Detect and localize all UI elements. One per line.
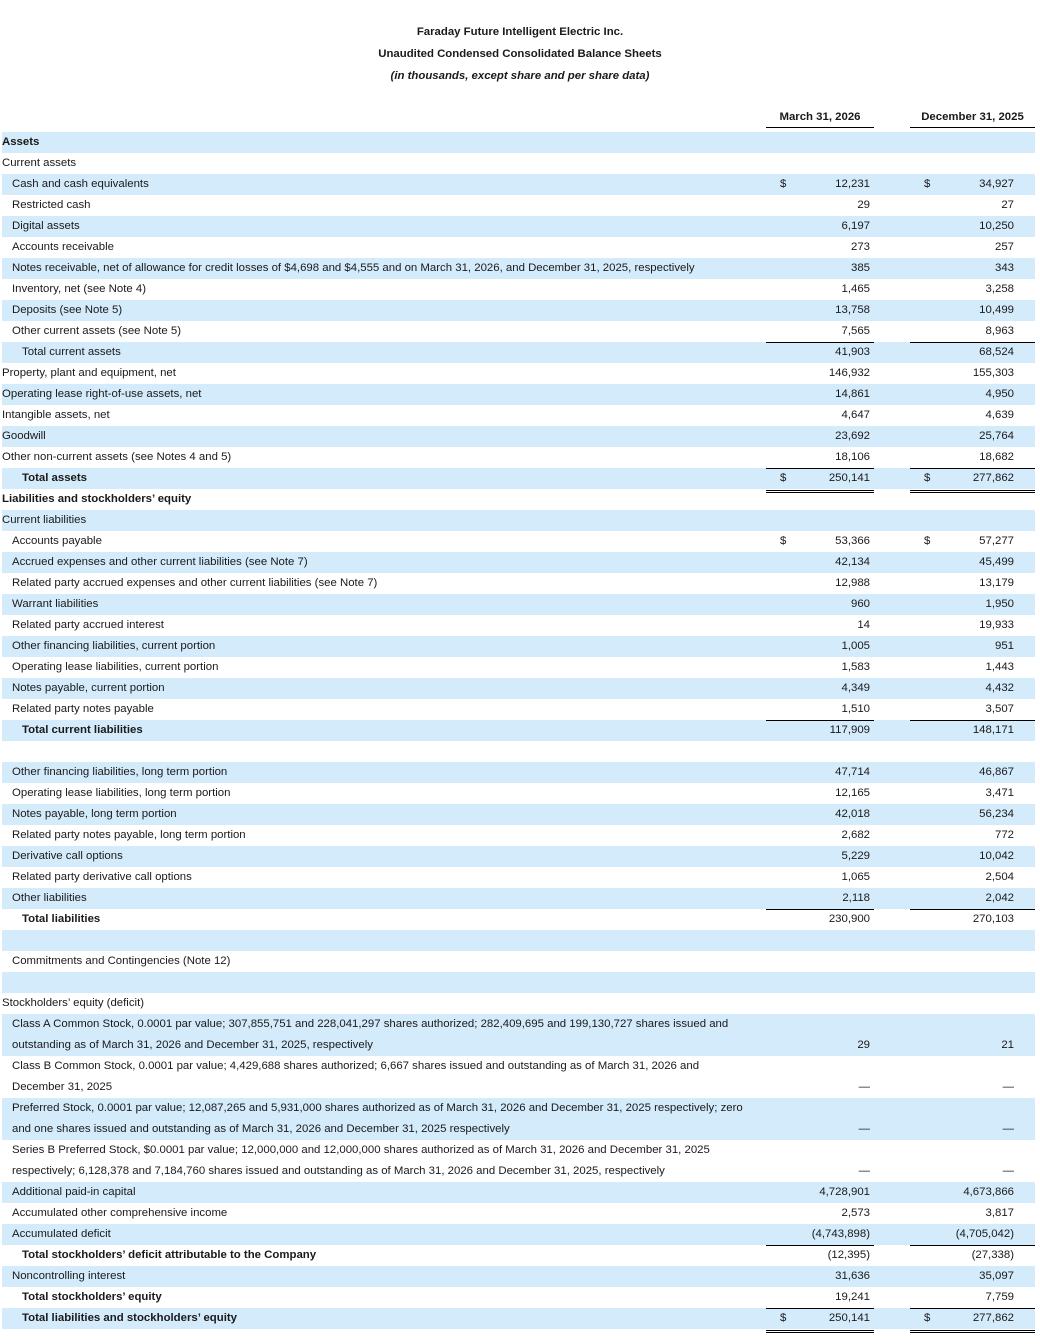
currency-symbol: $	[924, 472, 931, 484]
value-december-2025: 45,499	[979, 556, 1014, 568]
row-label: Intangible assets, net	[2, 409, 110, 421]
row-label: Warrant liabilities	[12, 598, 99, 610]
table-row	[0, 657, 1040, 678]
units-note: (in thousands, except share and per share data)	[390, 70, 650, 82]
table-row	[0, 1266, 1040, 1287]
value-march-2026: 4,728,901	[819, 1186, 870, 1198]
value-march-2026: 12,165	[835, 787, 870, 799]
value-december-2025: 4,950	[985, 388, 1014, 400]
value-december-2025: 951	[994, 640, 1014, 652]
row-label: Other financing liabilities, current portion	[12, 640, 216, 652]
value-december-2025: 27	[1001, 199, 1014, 211]
table-row	[0, 426, 1040, 447]
value-march-2026: 117,909	[829, 724, 870, 736]
value-december-2025: 10,042	[979, 850, 1014, 862]
value-march-2026: —	[858, 1123, 870, 1135]
table-row	[0, 363, 1040, 384]
currency-symbol: $	[780, 472, 787, 484]
value-december-2025: 21	[1001, 1039, 1014, 1051]
row-label: Related party derivative call options	[12, 871, 192, 883]
row-label: Other current assets (see Note 5)	[12, 325, 182, 337]
table-row	[0, 195, 1040, 216]
table-row	[0, 1308, 1040, 1329]
value-march-2026: 1,065	[841, 871, 870, 883]
table-row	[0, 762, 1040, 783]
value-march-2026: 230,900	[828, 913, 870, 925]
value-december-2025: 57,277	[979, 535, 1014, 547]
value-march-2026: 12,988	[835, 577, 870, 589]
row-label: Preferred Stock, 0.0001 par value; 12,087,265 and 5,931,000 shares authorized as of March 31, 2026 and December 31, 2025 respectively; zero and one shares issued and outstanding as of March 31, 2026 and December 31, 2025 respectively	[12, 1102, 743, 1135]
value-december-2025: 257	[994, 241, 1014, 253]
table-row	[0, 531, 1040, 552]
row-label: Notes receivable, net of allowance for credit losses of $4,698 and $4,555 and on March 31, 2026, and December 31, 2025, respectively	[12, 262, 695, 274]
value-march-2026: 5,229	[841, 850, 870, 862]
value-december-2025: (27,338)	[971, 1249, 1014, 1261]
row-label: Accumulated deficit	[12, 1228, 111, 1240]
value-march-2026: —	[858, 1081, 870, 1093]
value-december-2025: —	[1002, 1123, 1014, 1135]
value-december-2025: 25,764	[979, 430, 1014, 442]
value-march-2026: 1,465	[841, 283, 870, 295]
row-label: Operating lease liabilities, current portion	[12, 661, 219, 673]
row-label: Property, plant and equipment, net	[2, 367, 176, 379]
row-label: Notes payable, long term portion	[12, 808, 177, 820]
value-march-2026: 13,758	[835, 304, 870, 316]
table-row	[0, 552, 1040, 573]
row-label: Class A Common Stock, 0.0001 par value; 307,855,751 and 228,041,297 shares authorized; 282,409,695 and 199,130,727 shares issued and outstanding as of March 31, 2026 and December 31, 2025, respectively	[12, 1018, 729, 1051]
row-label: Restricted cash	[12, 199, 91, 211]
value-march-2026: 12,231	[835, 178, 870, 190]
value-march-2026: 2,573	[841, 1207, 870, 1219]
table-row	[0, 1098, 1040, 1140]
table-row	[0, 699, 1040, 720]
currency-symbol: $	[780, 1312, 787, 1324]
table-row	[0, 279, 1040, 300]
table-row	[0, 783, 1040, 804]
table-row	[0, 300, 1040, 321]
row-label: Class B Common Stock, 0.0001 par value; 4,429,688 shares authorized; 6,667 shares issued and outstanding as of March 31, 2026 and December 31, 2025	[12, 1060, 700, 1093]
table-row	[0, 804, 1040, 825]
value-december-2025: 343	[994, 262, 1014, 274]
row-label: Goodwill	[2, 430, 46, 442]
table-row	[0, 216, 1040, 237]
value-december-2025: 10,250	[979, 220, 1014, 232]
value-december-2025: —	[1002, 1165, 1014, 1177]
value-december-2025: 2,504	[985, 871, 1014, 883]
value-march-2026: 1,583	[841, 661, 870, 673]
value-december-2025: 3,471	[985, 787, 1014, 799]
value-december-2025: 155,303	[972, 367, 1014, 379]
row-shading	[2, 972, 1035, 993]
value-december-2025: 1,443	[985, 661, 1014, 673]
row-label: Deposits (see Note 5)	[12, 304, 123, 316]
table-row	[0, 1203, 1040, 1224]
table-row	[0, 321, 1040, 342]
balance-sheet-table	[0, 132, 1040, 1329]
value-december-2025: 3,817	[985, 1207, 1014, 1219]
row-label: Accounts receivable	[12, 241, 114, 253]
table-row	[0, 132, 1040, 153]
value-december-2025: 772	[994, 829, 1014, 841]
value-december-2025: 3,507	[985, 703, 1014, 715]
value-march-2026: (4,743,898)	[811, 1228, 870, 1240]
value-december-2025: 3,258	[985, 283, 1014, 295]
value-december-2025: 277,862	[972, 1312, 1014, 1324]
table-row	[0, 489, 1040, 510]
table-row	[0, 384, 1040, 405]
table-row	[0, 972, 1040, 993]
table-row	[0, 1224, 1040, 1245]
table-row	[0, 573, 1040, 594]
value-march-2026: 273	[850, 241, 870, 253]
row-label: Related party notes payable, long term portion	[12, 829, 246, 841]
value-december-2025: 4,432	[985, 682, 1014, 694]
table-row	[0, 615, 1040, 636]
table-row	[0, 888, 1040, 909]
row-label: Total assets	[22, 472, 87, 484]
table-row	[0, 342, 1040, 363]
row-shading	[2, 930, 1035, 951]
table-row	[0, 825, 1040, 846]
row-label: Total stockholders’ deficit attributable to the Company	[22, 1249, 317, 1261]
table-row	[0, 1014, 1040, 1056]
row-label: Related party accrued interest	[12, 619, 164, 631]
table-row	[0, 1245, 1040, 1266]
value-march-2026: 47,714	[835, 766, 870, 778]
row-label: Accounts payable	[12, 535, 102, 547]
row-label: Liabilities and stockholders’ equity	[2, 493, 192, 505]
column-header-march-2026: March 31, 2026	[766, 108, 874, 128]
value-march-2026: 41,903	[835, 346, 870, 358]
table-row	[0, 510, 1040, 531]
value-december-2025: 4,639	[985, 409, 1014, 421]
table-row	[0, 1287, 1040, 1308]
table-row	[0, 153, 1040, 174]
row-label: Total current assets	[22, 346, 121, 358]
value-march-2026: 14,861	[835, 388, 870, 400]
row-label: Other non-current assets (see Notes 4 and 5)	[2, 451, 232, 463]
table-row	[0, 636, 1040, 657]
row-label: Accumulated other comprehensive income	[12, 1207, 228, 1219]
currency-symbol: $	[924, 1312, 931, 1324]
table-row	[0, 741, 1040, 762]
value-december-2025: (4,705,042)	[955, 1228, 1014, 1240]
row-label: Related party notes payable	[12, 703, 154, 715]
row-label: Stockholders’ equity (deficit)	[2, 997, 145, 1009]
value-december-2025: 270,103	[972, 913, 1014, 925]
row-label: Related party accrued expenses and other current liabilities (see Note 7)	[12, 577, 378, 589]
currency-symbol: $	[780, 178, 787, 190]
row-label: Notes payable, current portion	[12, 682, 165, 694]
value-march-2026: 2,118	[842, 892, 870, 904]
row-label: Total current liabilities	[22, 724, 143, 736]
value-march-2026: 31,636	[835, 1270, 870, 1282]
value-december-2025: 46,867	[979, 766, 1014, 778]
table-row	[0, 1182, 1040, 1203]
table-row	[0, 468, 1040, 489]
value-december-2025: 56,234	[979, 808, 1014, 820]
table-row	[0, 405, 1040, 426]
table-row	[0, 951, 1040, 972]
value-december-2025: 13,179	[979, 577, 1014, 589]
row-label: Digital assets	[12, 220, 80, 232]
value-december-2025: 18,682	[979, 451, 1014, 463]
value-march-2026: 250,141	[828, 1312, 870, 1324]
row-label: Noncontrolling interest	[12, 1270, 126, 1282]
value-march-2026: 14	[857, 619, 870, 631]
row-label: Other financing liabilities, long term portion	[12, 766, 228, 778]
table-row	[0, 720, 1040, 741]
currency-symbol: $	[780, 535, 787, 547]
row-label: Accrued expenses and other current liabilities (see Note 7)	[12, 556, 308, 568]
value-december-2025: 35,097	[979, 1270, 1014, 1282]
value-march-2026: 19,241	[835, 1291, 870, 1303]
value-december-2025: 34,927	[979, 178, 1014, 190]
row-label: Other liabilities	[12, 892, 87, 904]
value-march-2026: 29	[857, 199, 870, 211]
table-row	[0, 930, 1040, 951]
table-row	[0, 1056, 1040, 1098]
row-label: Commitments and Contingencies (Note 12)	[12, 955, 231, 967]
value-december-2025: 1,950	[985, 598, 1014, 610]
column-headers	[0, 108, 1040, 130]
value-december-2025: 8,963	[985, 325, 1014, 337]
value-march-2026: 53,366	[835, 535, 870, 547]
table-row	[0, 237, 1040, 258]
row-label: Assets	[2, 136, 40, 148]
row-label: Series B Preferred Stock, $0.0001 par value; 12,000,000 and 12,000,000 shares authorized as of March 31, 2026 and December 31, 2025 respectively; 6,128,378 and 7,184,760 shares issued and outstanding as of March 31, 2026 and December 31, 2025, respectively	[12, 1144, 710, 1177]
value-march-2026: 1,005	[841, 640, 870, 652]
value-march-2026: 250,141	[828, 472, 870, 484]
value-december-2025: —	[1002, 1081, 1014, 1093]
row-label: Total liabilities	[22, 913, 101, 925]
row-label: Inventory, net (see Note 4)	[12, 283, 147, 295]
value-december-2025: 2,042	[985, 892, 1014, 904]
statement-header	[0, 24, 1040, 90]
value-march-2026: 960	[850, 598, 870, 610]
value-march-2026: 42,134	[835, 556, 870, 568]
value-march-2026: 146,932	[828, 367, 870, 379]
value-march-2026: 42,018	[835, 808, 870, 820]
value-december-2025: 68,524	[979, 346, 1014, 358]
row-label: Derivative call options	[12, 850, 123, 862]
table-row	[0, 993, 1040, 1014]
value-march-2026: 18,106	[835, 451, 870, 463]
table-row	[0, 447, 1040, 468]
value-march-2026: —	[858, 1165, 870, 1177]
table-row	[0, 594, 1040, 615]
value-march-2026: 4,647	[841, 409, 870, 421]
value-december-2025: 10,499	[979, 304, 1014, 316]
company-name: Faraday Future Intelligent Electric Inc.	[416, 26, 624, 38]
table-row	[0, 258, 1040, 279]
row-label: Additional paid-in capital	[12, 1186, 136, 1198]
table-row	[0, 867, 1040, 888]
value-december-2025: 4,673,866	[963, 1186, 1014, 1198]
row-label: Current liabilities	[2, 514, 87, 526]
table-row	[0, 1140, 1040, 1182]
value-march-2026: 7,565	[841, 325, 870, 337]
row-label: Total stockholders’ equity	[22, 1291, 162, 1303]
row-label: Total liabilities and stockholders’ equity	[22, 1312, 237, 1324]
value-march-2026: 2,682	[841, 829, 870, 841]
value-december-2025: 7,759	[985, 1291, 1014, 1303]
currency-symbol: $	[924, 535, 931, 547]
row-label: Operating lease right-of-use assets, net	[2, 388, 202, 400]
value-december-2025: 148,171	[972, 724, 1014, 736]
value-march-2026: 385	[850, 262, 870, 274]
value-march-2026: 4,349	[841, 682, 870, 694]
row-label: Cash and cash equivalents	[12, 178, 149, 190]
column-header-december-2025: December 31, 2025	[910, 108, 1035, 128]
value-march-2026: 29	[857, 1039, 870, 1051]
statement-title: Unaudited Condensed Consolidated Balance Sheets	[378, 48, 662, 60]
currency-symbol: $	[924, 178, 931, 190]
row-label: Current assets	[2, 157, 77, 169]
table-row	[0, 174, 1040, 195]
value-december-2025: 19,933	[979, 619, 1014, 631]
value-march-2026: 6,197	[841, 220, 870, 232]
value-march-2026: 23,692	[835, 430, 870, 442]
table-row	[0, 678, 1040, 699]
table-row	[0, 846, 1040, 867]
value-march-2026: (12,395)	[827, 1249, 870, 1261]
row-label: Operating lease liabilities, long term portion	[12, 787, 231, 799]
value-march-2026: 1,510	[841, 703, 870, 715]
value-december-2025: 277,862	[972, 472, 1014, 484]
table-row	[0, 909, 1040, 930]
